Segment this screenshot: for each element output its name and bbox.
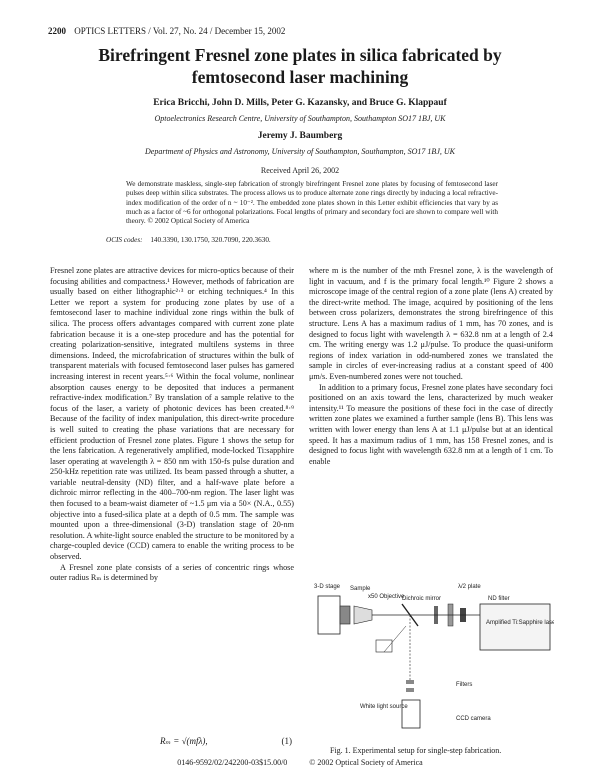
received-date: Received April 26, 2002 bbox=[260, 166, 340, 175]
equation-text: Rₘ = √(mfλ), bbox=[160, 736, 208, 746]
affiliation-2: Department of Physics and Astronomy, University of Southampton, Southampton, SO17 1BJ, UK bbox=[145, 147, 455, 156]
ocis-codes bbox=[106, 236, 271, 244]
page-footer bbox=[50, 758, 550, 767]
white-light-path bbox=[384, 626, 406, 652]
sample-shape bbox=[340, 606, 350, 624]
white-light-shape bbox=[376, 640, 392, 652]
stage-shape bbox=[318, 596, 340, 634]
running-header bbox=[48, 26, 285, 36]
filters-shape bbox=[406, 688, 414, 692]
affiliation-1: Optoelectronics Research Centre, University of Southampton, Southampton SO17 1BJ, UK bbox=[154, 114, 446, 123]
label-laser: Amplified Ti:Sapphire laser bbox=[486, 620, 554, 626]
label-white-light: White light source bbox=[360, 704, 408, 710]
label-filters: Filters bbox=[456, 682, 473, 688]
filters-shape bbox=[406, 680, 414, 684]
journal-info: OPTICS LETTERS / Vol. 27, No. 24 / December 15, 2002 bbox=[74, 26, 286, 36]
label-nd-filter: ND filter bbox=[488, 596, 510, 602]
ocis-values: 140.3390, 130.1750, 320.7090, 220.3630. bbox=[150, 236, 271, 244]
label-ccd: CCD camera bbox=[456, 716, 491, 722]
label-half-wave: λ/2 plate bbox=[458, 584, 481, 590]
footer-code: 0146-9592/02/242200-03$15.00/0 bbox=[177, 758, 288, 767]
page-number: 2200 bbox=[48, 26, 66, 36]
paper-title bbox=[40, 44, 560, 88]
label-stage: 3-D stage bbox=[314, 584, 341, 590]
label-dichroic: Dichroic mirror bbox=[402, 596, 441, 602]
laser-box bbox=[480, 604, 550, 650]
abstract: We demonstrate maskless, single-step fabrication of strongly birefringent Fresnel zone plates by focusing of femtosecond laser pulses deep within silica substrates. The process allows us to produce alternate zone rings directly by inducing a local refractive-index modification of the order of n ~ 10⁻². The embedded zone plates shown in this Letter exhibit efficiencies that vary by as much as a factor of ~6 for orthogonal polarizations. Focal lengths of primary and secondary foci are shown to compare well with theory. © 2002 Optical Society of America bbox=[126, 180, 498, 226]
left-column bbox=[50, 266, 294, 584]
paragraph: In addition to a primary focus, Fresnel zone plates have secondary foci positioned on an axis toward the lens, characterized by much weaker intensity.¹¹ To measure the positions of these foci in the case of directly written zone plates we examined a further sample (lens B). This lens was written with lower energy than lens A at 1.1 μJ/pulse but at an identical speed. It has a maximum radius of 1 mm, has 158 Fresnel zones, and is designed to focus light with wavelength 632.8 nm at a length of 1 cm. To enable bbox=[309, 382, 553, 466]
title-line-2: femtosecond laser machining bbox=[191, 67, 409, 87]
objective-shape bbox=[354, 606, 372, 624]
ocis-label: OCIS codes: bbox=[106, 236, 143, 244]
authors: Erica Bricchi, John D. Mills, Peter G. Kazansky, and Bruce G. Klappauf bbox=[153, 98, 447, 108]
title-line-1: Birefringent Fresnel zone plates in silica fabricated by bbox=[98, 45, 502, 65]
equation-number: (1) bbox=[281, 736, 292, 746]
author-2: Jeremy J. Baumberg bbox=[257, 131, 343, 141]
footer-copyright: © 2002 Optical Society of America bbox=[309, 758, 423, 767]
paragraph: where m is the number of the mth Fresnel zone, λ is the wavelength of light in vacuum, and f is the primary focal length.¹⁰ Figure 2 shows a microscope image of the central region of a zone plate (lens A) created by the direct-write method. The image, acquired by positioning of the lens between cross polarizers, demonstrates the strong birefringence of this structure. Lens A has a maximum radius of 1 mm, has 70 zones, and is designed to focus light with wavelength λ = 632.8 nm at a length of 2.4 cm. The writing energy was 1.2 μJ/pulse. To produce the quasi-uniform regions of index variation in odd-numbered zones we translated the sample in circles of ever-increasing radius at a constant speed of 400 μm/s. Even-numbered zones were not touched. bbox=[309, 266, 553, 381]
figure-caption: Fig. 1. Experimental setup for single-step fabrication. bbox=[330, 746, 502, 755]
paragraph: A Fresnel zone plate consists of a series of concentric rings whose outer radius Rₘ is determined by bbox=[50, 562, 294, 583]
label-sample: Sample bbox=[350, 586, 371, 592]
right-column bbox=[309, 266, 553, 467]
figure-1 bbox=[310, 580, 554, 744]
paragraph: Fresnel zone plates are attractive devices for micro-optics because of their focusing abilities and compactness.¹ However, methods of fabrication are usually based on either lithographic²·³ or etching techniques.⁴ In this Letter we report a system for producing zone plates by use of a femtosecond laser to machine individual zone rings within the bulk of silica. The process offers advantages compared with current zone plate fabrication because it is a one-step procedure and has the potential for creating polarization-sensitive, integrated multilens systems in three dimensions. Indeed, the microfabrication of structures within the bulk of transparent materials with focused femtosecond laser pulses has garnered increasing interest in recent years.⁵·⁶ Within the focal volume, nonlinear absorption causes energy to be deposited that induces a permanent refractive-index modification.⁷ By translation of a sample relative to the focus of the laser, a variety of photonic devices has been created.⁸·⁹ Because of the facility of index manipulation, this direct-write procedure is well suited to creating the phase variations that are necessary for efficient production of Fresnel zone plates. Figure 1 shows the setup for the lens fabrication. A regeneratively amplified, mode-locked Ti:sapphire laser operating at wavelength λ = 850 nm with 150-fs pulse duration and 250-kHz repetition rate was utilized. Its beam passed through a shutter, a variable neutral-density (ND) filter, and a half-wave plate before a dichroic mirror reflecting in the 400–700-nm region. The laser light was then focused to a beam-waist diameter of ~1.5 μm via a 50× (N.A., 0.55) objective into a fused-silica plate at a depth of 0.5 mm. The sample was mounted upon a three-dimensional (3-D) translation stage of 20-nm resolution. A white-light source enabled the structure to be monitored by a charge-coupled device (CCD) camera to enable the writing process to be observed. bbox=[50, 266, 294, 562]
label-objective: x50 Objective bbox=[368, 594, 405, 600]
setup-diagram bbox=[310, 580, 554, 744]
